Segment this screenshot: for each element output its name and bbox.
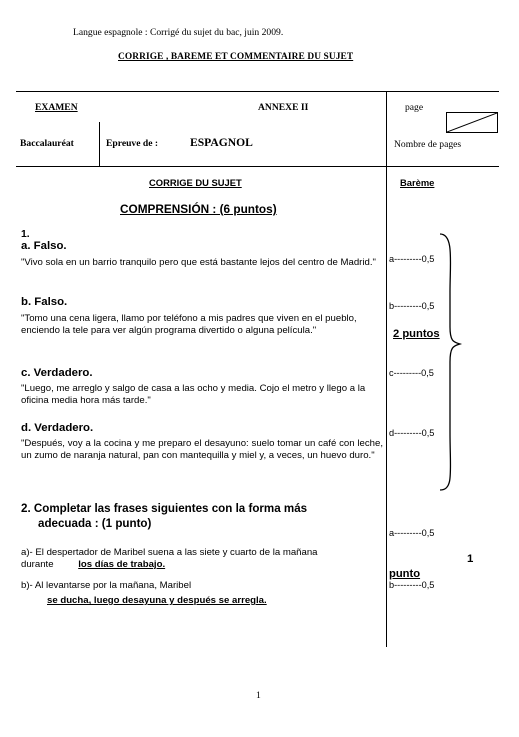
- bareme-heading: Barème: [400, 177, 435, 188]
- item-d-text: "Después, voy a la cocina y me preparo el desayuno: suelo tomar un café con leche, un zumo de naranja natural, pan con mantequilla y miel y, a veces, un huevo duro.": [21, 438, 383, 462]
- q2-a-line-2: [21, 559, 165, 570]
- page-label: page: [405, 102, 424, 113]
- score-a: a---------0,5: [389, 254, 435, 264]
- examen-label: EXAMEN: [35, 102, 78, 113]
- q2-a-prefix: durante: [21, 559, 54, 570]
- annexe-label: ANNEXE II: [258, 102, 309, 113]
- table-top-border: [16, 91, 499, 92]
- item-b-text: "Tomo una cena ligera, llamo por teléfono a mis padres que viven en el pueblo, enciendo la tele para ver algún programa divertido o alguna película.": [21, 313, 357, 337]
- q2-score-a: a---------0,5: [389, 528, 435, 538]
- item-a-label: a. Falso.: [21, 240, 67, 252]
- q2-score-b: b---------0,5: [389, 580, 435, 590]
- item-b-label: b. Falso.: [21, 296, 68, 308]
- subject-name: ESPAGNOL: [190, 136, 253, 149]
- item-c-text: "Luego, me arreglo y salgo de casa a las ocho y media. Cojo el metro y llego a la oficina media hora más tarde.": [21, 383, 366, 407]
- question-1-number: 1.: [21, 229, 30, 240]
- epreuve-label: Epreuve de :: [106, 138, 159, 149]
- score-c: c---------0,5: [389, 368, 434, 378]
- q2-a-text: a)- El despertador de Maribel suena a las siete y cuarto de la mañana: [21, 547, 318, 558]
- score-d: d---------0,5: [389, 428, 435, 438]
- q2-b-answer: se ducha, luego desayuna y después se arregla.: [47, 595, 267, 606]
- corrige-heading: CORRIGE DU SUJET: [149, 177, 242, 188]
- q2-title-line-1: 2. Completar las frases siguientes con la forma más: [21, 502, 308, 515]
- item-c-label: c. Verdadero.: [21, 367, 93, 379]
- item-d-label: d. Verdadero.: [21, 422, 94, 434]
- q2-total-word: punto: [389, 568, 421, 580]
- section-title: [120, 202, 277, 216]
- diagonal-line-icon: [447, 113, 497, 132]
- q1-total: 2 puntos: [393, 328, 440, 340]
- table-col-divider-2: [386, 91, 387, 647]
- pages-label: Nombre de pages: [394, 139, 462, 150]
- q2-b-text: b)- Al levantarse por la mañana, Maribel: [21, 580, 192, 591]
- table-bottom-border: [16, 166, 499, 167]
- table-col-divider-1: [99, 122, 100, 166]
- right-brace-icon: [436, 232, 466, 492]
- page-count-box: [446, 112, 498, 133]
- q2-total-number: 1: [467, 553, 474, 565]
- page-number: 1: [256, 690, 261, 701]
- q2-title-line-2: adecuada : (1 punto): [38, 517, 152, 530]
- running-title: Langue espagnole : Corrigé du sujet du bac, juin 2009.: [73, 27, 284, 38]
- score-b: b---------0,5: [389, 301, 435, 311]
- comprension-title: COMPRENSIÓN : (6 puntos): [120, 202, 277, 216]
- item-a-text: "Vivo sola en un barrio tranquilo pero que está bastante lejos del centro de Madrid.": [21, 257, 376, 268]
- bac-label: Baccalauréat: [20, 138, 74, 149]
- q2-a-answer: los días de trabajo.: [78, 559, 166, 570]
- main-title: CORRIGE , BAREME ET COMMENTAIRE DU SUJET: [118, 52, 354, 62]
